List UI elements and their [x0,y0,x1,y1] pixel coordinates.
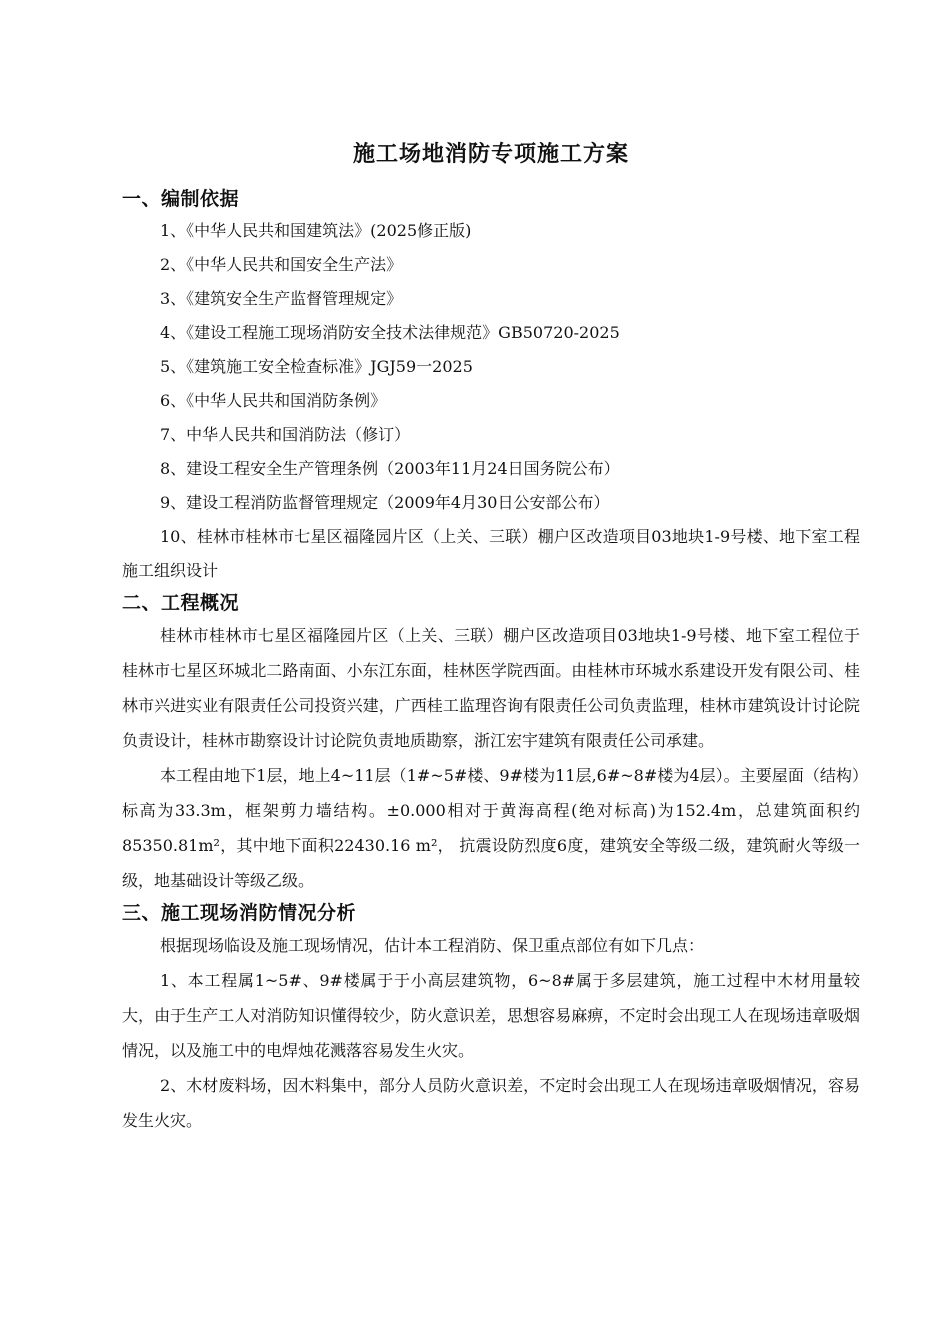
section-heading-overview: 二、工程概况 [122,592,240,614]
section-heading-basis: 一、编制依据 [122,188,240,210]
list-item: 5、《建筑施工安全检查标准》JGJ59一2025 [160,357,473,376]
list-item: 9、建设工程消防监督管理规定（2009年4月30日公安部公布） [160,493,610,512]
list-item: 3、《建筑安全生产监督管理规定》 [160,289,403,308]
overview-paragraph: 桂林市桂林市七星区福隆园片区（上关、三联）棚户区改造项目03地块1-9号楼、地下室工程位于桂林市七星区环城北二路南面、小东江东面，桂林医学院西面。由桂林市环城水系建设开发有限公司、桂林市兴进实业有限责任公司投资兴建，广西桂工监理咨询有限责任公司负责监理，桂林市建筑设计讨论院负责设计，桂林市勘察设计讨论院负责地质勘察，浙江宏宇建筑有限责任公司承建。 [122,626,860,750]
analysis-paragraph: 2、木材废料场，因木料集中，部分人员防火意识差，不定时会出现工人在现场违章吸烟情况，容易发生火灾。 [122,1076,860,1130]
list-item: 7、中华人民共和国消防法（修订） [160,425,411,444]
list-item: 10、桂林市桂林市七星区福隆园片区（上关、三联）棚户区改造项目03地块1-9号楼、地下室工程施工组织设计 [122,527,860,580]
list-item: 1、《中华人民共和国建筑法》(2025修正版) [160,221,472,240]
analysis-paragraph: 1、本工程属1~5#、9#楼属于于小高层建筑物，6~8#属于多层建筑，施工过程中木材用量较大，由于生产工人对消防知识懂得较少，防火意识差，思想容易麻痹，不定时会出现工人在现场违章吸烟情况，以及施工中的电焊烛花溅落容易发生火灾。 [122,971,860,1060]
list-item: 8、建设工程安全生产管理条例（2003年11月24日国务院公布） [160,459,620,478]
list-item: 6、《中华人民共和国消防条例》 [160,391,387,410]
document-page [122,140,860,1138]
list-item: 2、《中华人民共和国安全生产法》 [160,255,403,274]
list-item: 4、《建设工程施工现场消防安全技术法律规范》GB50720-2025 [160,323,620,342]
basis-list [122,214,860,588]
section-heading-fire-analysis: 三、施工现场消防情况分析 [122,902,357,924]
overview-paragraph: 本工程由地下1层，地上4~11层（1#~5#楼、9#楼为11层,6#~8#楼为4层）。主要屋面（结构）标高为33.3m，框架剪力墙结构。±0.000相对于黄海高程(绝对标高)为152.4m，总建筑面积约85350.81m²，其中地下面积22430.16 m²， 抗震设防烈度6度，建筑安全等级二级，建筑耐火等级一级，地基础设计等级乙级。 [122,766,860,890]
analysis-paragraph: 根据现场临设及施工现场情况，估计本工程消防、保卫重点部位有如下几点： [160,936,705,955]
document-title: 施工场地消防专项施工方案 [352,142,629,167]
